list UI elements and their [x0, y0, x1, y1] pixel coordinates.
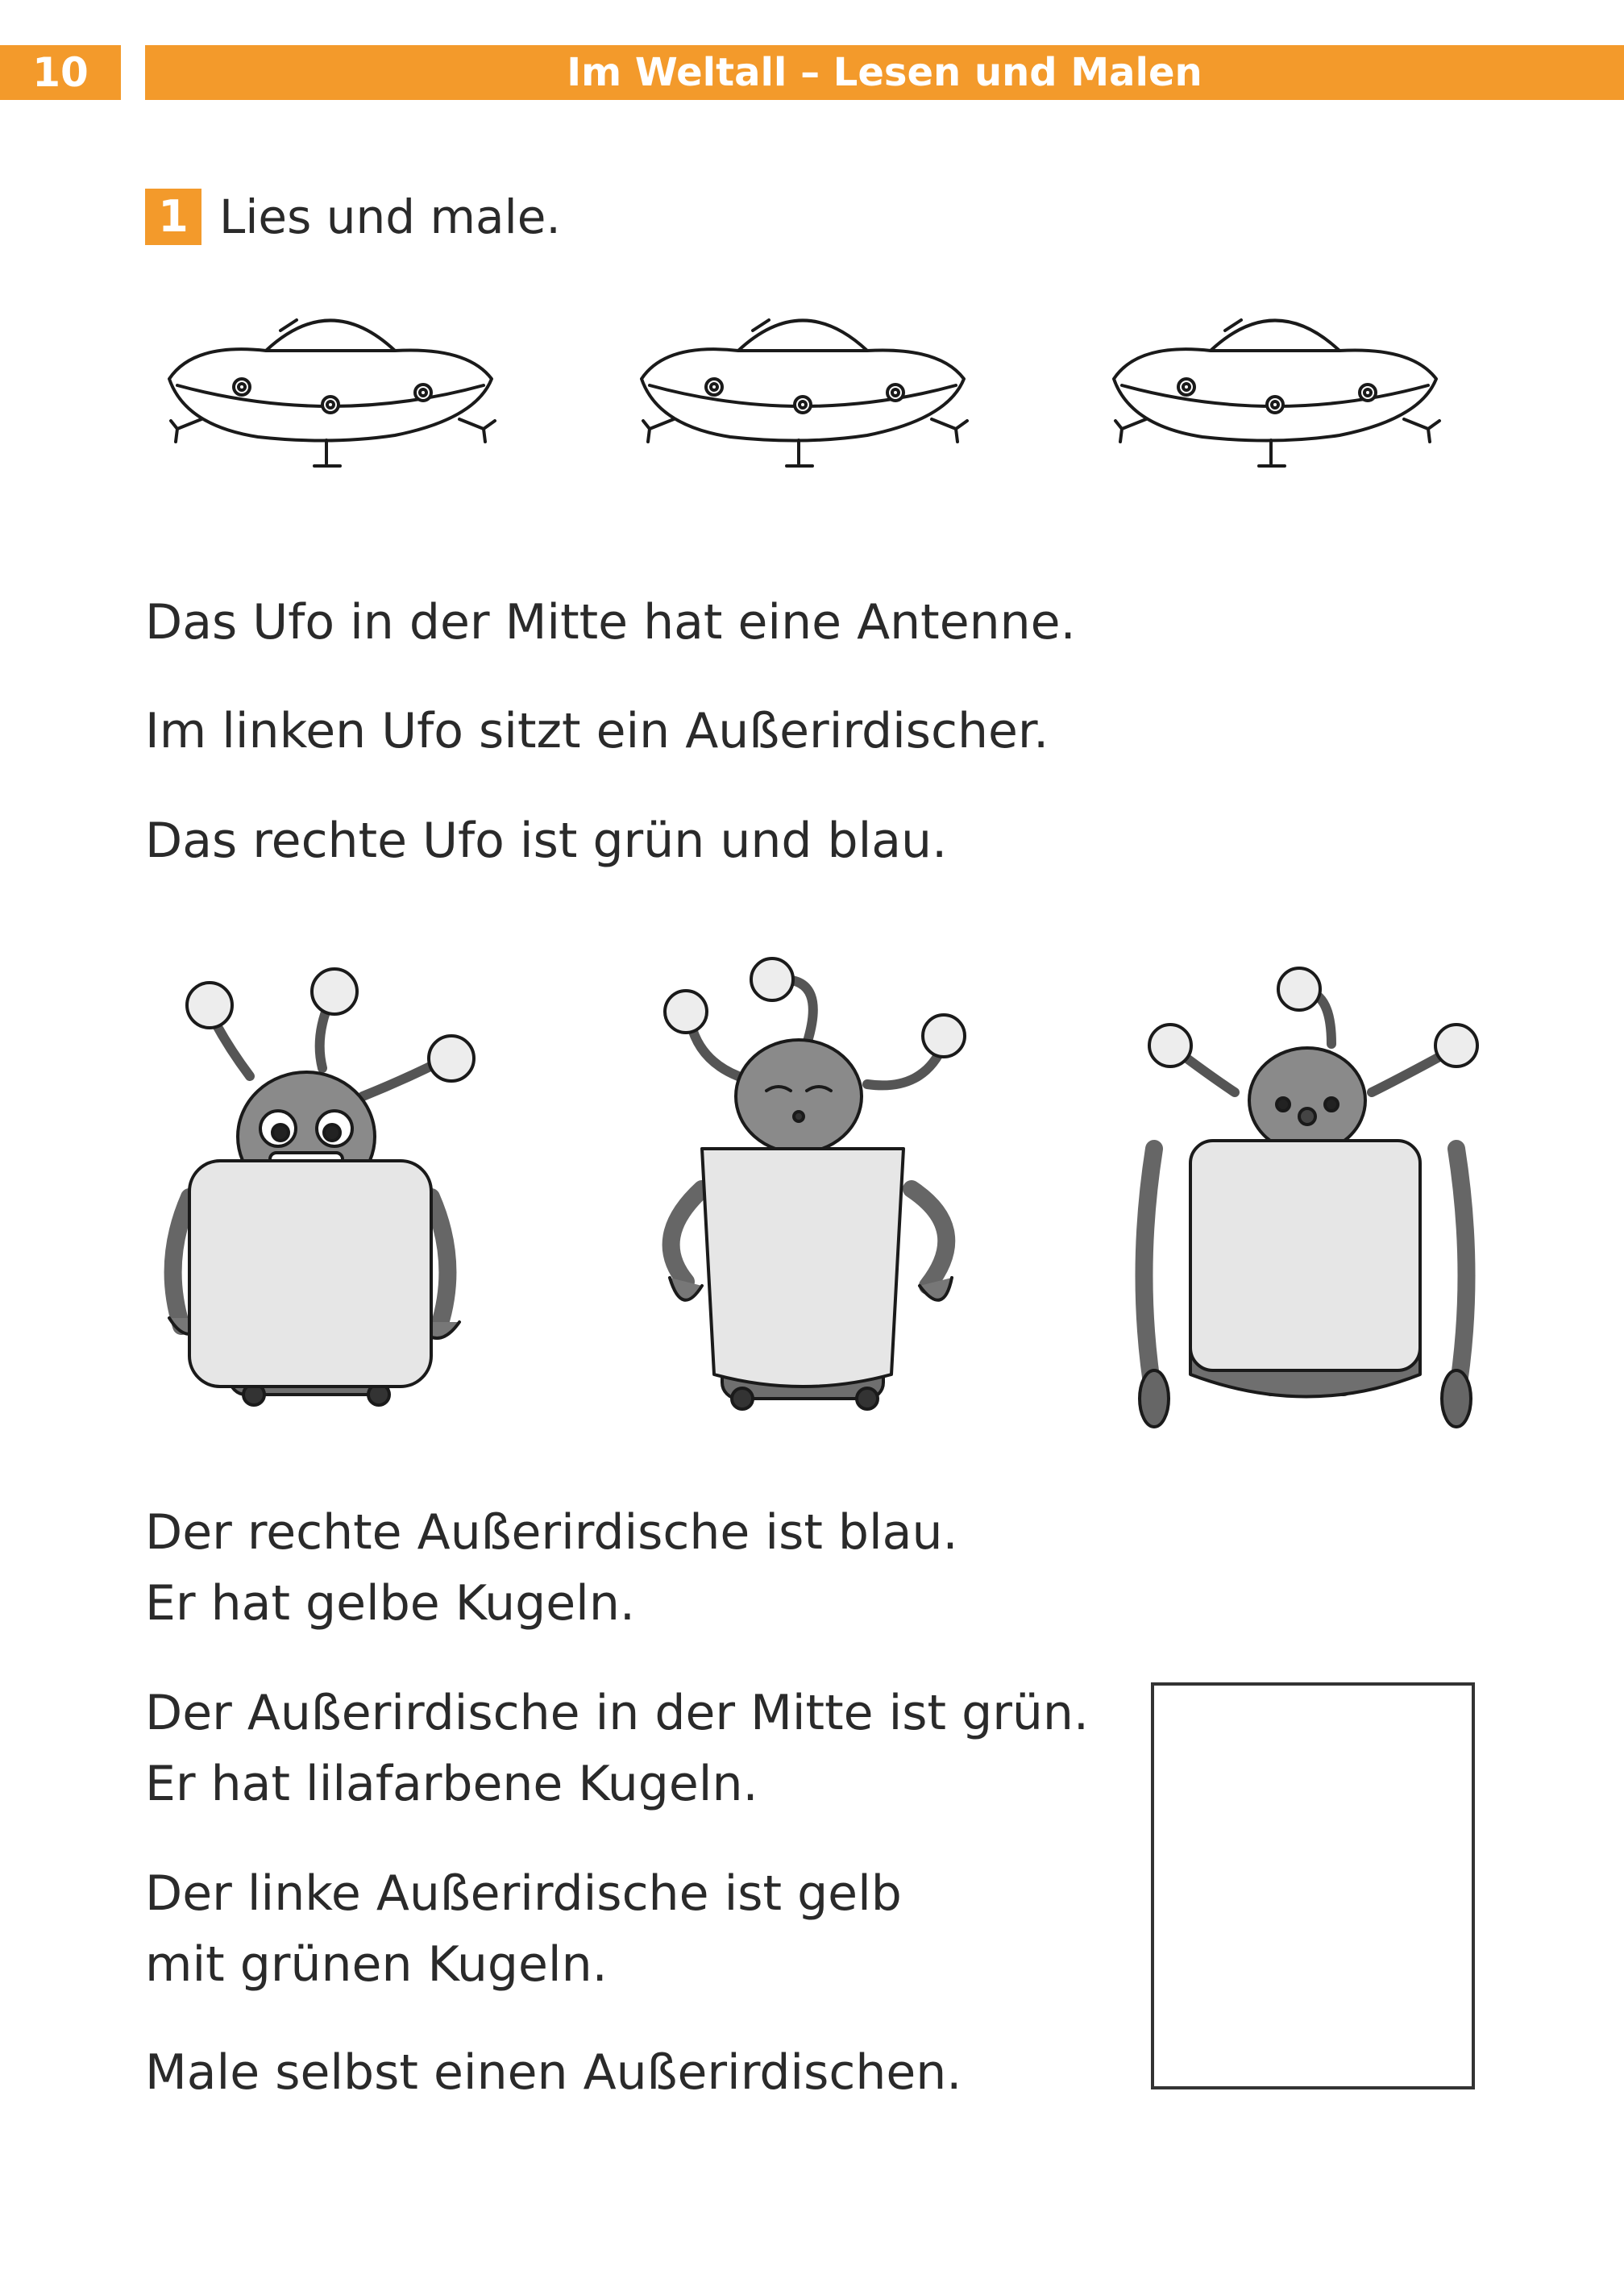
- page-number: 10: [0, 45, 121, 100]
- alien-sentence-1a: Der rechte Außerirdische ist blau.: [145, 1504, 958, 1561]
- alien-sentence-3b: mit grünen Kugeln.: [145, 1936, 608, 1993]
- alien-sentence-1b: Er hat gelbe Kugeln.: [145, 1575, 635, 1632]
- task-number-badge: 1: [145, 189, 201, 245]
- alien-left-illustration: [145, 955, 500, 1439]
- ufo-sentence-3: Das rechte Ufo ist grün und blau.: [145, 813, 948, 869]
- task-instruction: Lies und male.: [219, 189, 561, 244]
- alien-right-illustration: [1130, 955, 1485, 1439]
- alien-sentence-2a: Der Außerirdische in der Mitte ist grün.: [145, 1685, 1089, 1741]
- alien-sentence-3a: Der linke Außerirdische ist gelb: [145, 1865, 902, 1922]
- alien-sentence-2b: Er hat lilafarbene Kugeln.: [145, 1756, 758, 1812]
- ufo-sentence-1: Das Ufo in der Mitte hat eine Antenne.: [145, 594, 1076, 651]
- page-title: Im Weltall – Lesen und Malen: [145, 45, 1624, 100]
- page-header: [0, 45, 1624, 100]
- ufo-left-illustration: [153, 298, 508, 524]
- final-instruction: Male selbst einen Außerirdischen.: [145, 2044, 962, 2101]
- alien-middle-illustration: [633, 955, 988, 1439]
- ufo-middle-illustration: [625, 298, 980, 524]
- task-heading: [145, 188, 561, 246]
- ufo-right-illustration: [1098, 298, 1452, 524]
- ufo-sentence-2: Im linken Ufo sitzt ein Außerirdischer.: [145, 703, 1049, 759]
- drawing-box[interactable]: [1151, 1682, 1475, 2089]
